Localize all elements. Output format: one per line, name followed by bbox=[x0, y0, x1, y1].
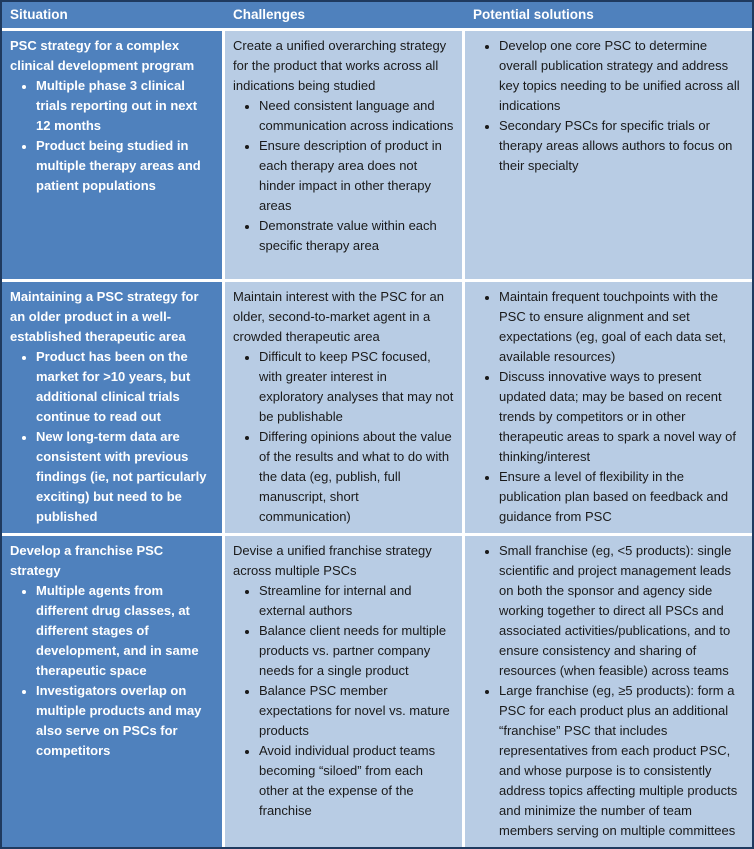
cell-lead-text: Develop a franchise PSC strategy bbox=[10, 543, 164, 578]
bullet-item: • Multiple phase 3 clinical trials reporting out in next 12 months bbox=[36, 76, 214, 136]
bullet-list bbox=[10, 76, 214, 196]
bullet-list bbox=[10, 347, 214, 527]
bullet-item: • Product being studied in multiple therapy areas and patient populations bbox=[36, 136, 214, 196]
bullet-item: • Multiple agents from different drug classes, at different stages of development, and in same therapeutic space bbox=[36, 581, 214, 681]
bullet-list bbox=[10, 581, 214, 761]
bullet-list bbox=[233, 347, 454, 527]
header-cell-challenges: Challenges bbox=[233, 7, 306, 22]
challenges-cell bbox=[225, 31, 462, 279]
cell-lead-text: PSC strategy for a complex clinical development program bbox=[10, 38, 195, 73]
header-cell-potential-solutions: Potential solutions bbox=[473, 7, 594, 22]
challenges-cell bbox=[225, 282, 462, 533]
solutions-cell bbox=[465, 536, 752, 847]
situation-cell bbox=[2, 31, 222, 279]
cell-lead-text: Maintain interest with the PSC for an older, second-to-market agent in a crowded therapeutic area bbox=[233, 289, 444, 344]
bullet-list bbox=[473, 287, 744, 527]
bullet-list bbox=[233, 96, 454, 256]
table-row bbox=[2, 31, 752, 279]
bullet-item: • Differing opinions about the value of the results and what to do with the data (eg, publish, full manuscript, short communication) bbox=[259, 427, 454, 527]
cell-lead-text: Maintaining a PSC strategy for an older product in a well-established therapeutic area bbox=[10, 289, 199, 344]
bullet-item: • Need consistent language and communication across indications bbox=[259, 96, 454, 136]
bullet-list bbox=[473, 36, 744, 176]
bullet-item: • Ensure a level of flexibility in the publication plan based on feedback and guidance from PSC bbox=[499, 467, 744, 527]
bullet-item: • Avoid individual product teams becoming “siloed” from each other at the expense of the franchise bbox=[259, 741, 454, 821]
solutions-cell bbox=[465, 31, 752, 279]
bullet-item: • Product has been on the market for >10 years, but additional clinical trials continue to read out bbox=[36, 347, 214, 427]
bullet-item: • Difficult to keep PSC focused, with greater interest in exploratory analyses that may not be publishable bbox=[259, 347, 454, 427]
bullet-item: • Large franchise (eg, ≥5 products): form a PSC for each product plus an additional “franchise” PSC that includes representatives from each product PSC, and whose purpose is to consistently address topics affecting multiple products and minimize the number of team members serving on multiple committees bbox=[499, 681, 744, 841]
situation-cell bbox=[2, 282, 222, 533]
cell-lead-text: Create a unified overarching strategy for the product that works across all indications being studied bbox=[233, 38, 447, 93]
challenges-cell bbox=[225, 536, 462, 847]
bullet-item: • Small franchise (eg, <5 products): single scientific and project management leads on both the sponsor and agency side working together to direct all PSCs and associated activities/publications, and to ensure consistency and sharing of resources (when feasible) across teams bbox=[499, 541, 744, 681]
bullet-item: • Investigators overlap on multiple products and may also serve on PSCs for competitors bbox=[36, 681, 214, 761]
bullet-item: • Maintain frequent touchpoints with the PSC to ensure alignment and set expectations (eg, goal of each data set, available resources) bbox=[499, 287, 744, 367]
situation-cell bbox=[2, 536, 222, 847]
solutions-cell bbox=[465, 282, 752, 533]
table-row bbox=[2, 282, 752, 533]
table-header-row bbox=[2, 2, 752, 28]
bullet-item: • Balance PSC member expectations for novel vs. mature products bbox=[259, 681, 454, 741]
bullet-item: • Discuss innovative ways to present updated data; may be based on recent trends by competitors or in other therapeutic areas to spark a novel way of thinking/interest bbox=[499, 367, 744, 467]
bullet-list bbox=[233, 581, 454, 821]
bullet-item: • Demonstrate value within each specific therapy area bbox=[259, 216, 454, 256]
bullet-item: • Streamline for internal and external authors bbox=[259, 581, 454, 621]
bullet-item: • Ensure description of product in each therapy area does not hinder impact in other therapy areas bbox=[259, 136, 454, 216]
table-row bbox=[2, 536, 752, 847]
cell-lead-text: Devise a unified franchise strategy across multiple PSCs bbox=[233, 543, 432, 578]
bullet-item: • Develop one core PSC to determine overall publication strategy and address key topics needing to be unified across all indications bbox=[499, 36, 744, 116]
bullet-list bbox=[473, 541, 744, 841]
bullet-item: • Secondary PSCs for specific trials or therapy areas allows authors to focus on their specialty bbox=[499, 116, 744, 176]
bullet-item: • Balance client needs for multiple products vs. partner company needs for a single product bbox=[259, 621, 454, 681]
table-body bbox=[2, 31, 752, 847]
header-cell-situation: Situation bbox=[10, 7, 68, 22]
bullet-item: • New long-term data are consistent with previous findings (ie, not particularly exciting) but need to be published bbox=[36, 427, 214, 527]
